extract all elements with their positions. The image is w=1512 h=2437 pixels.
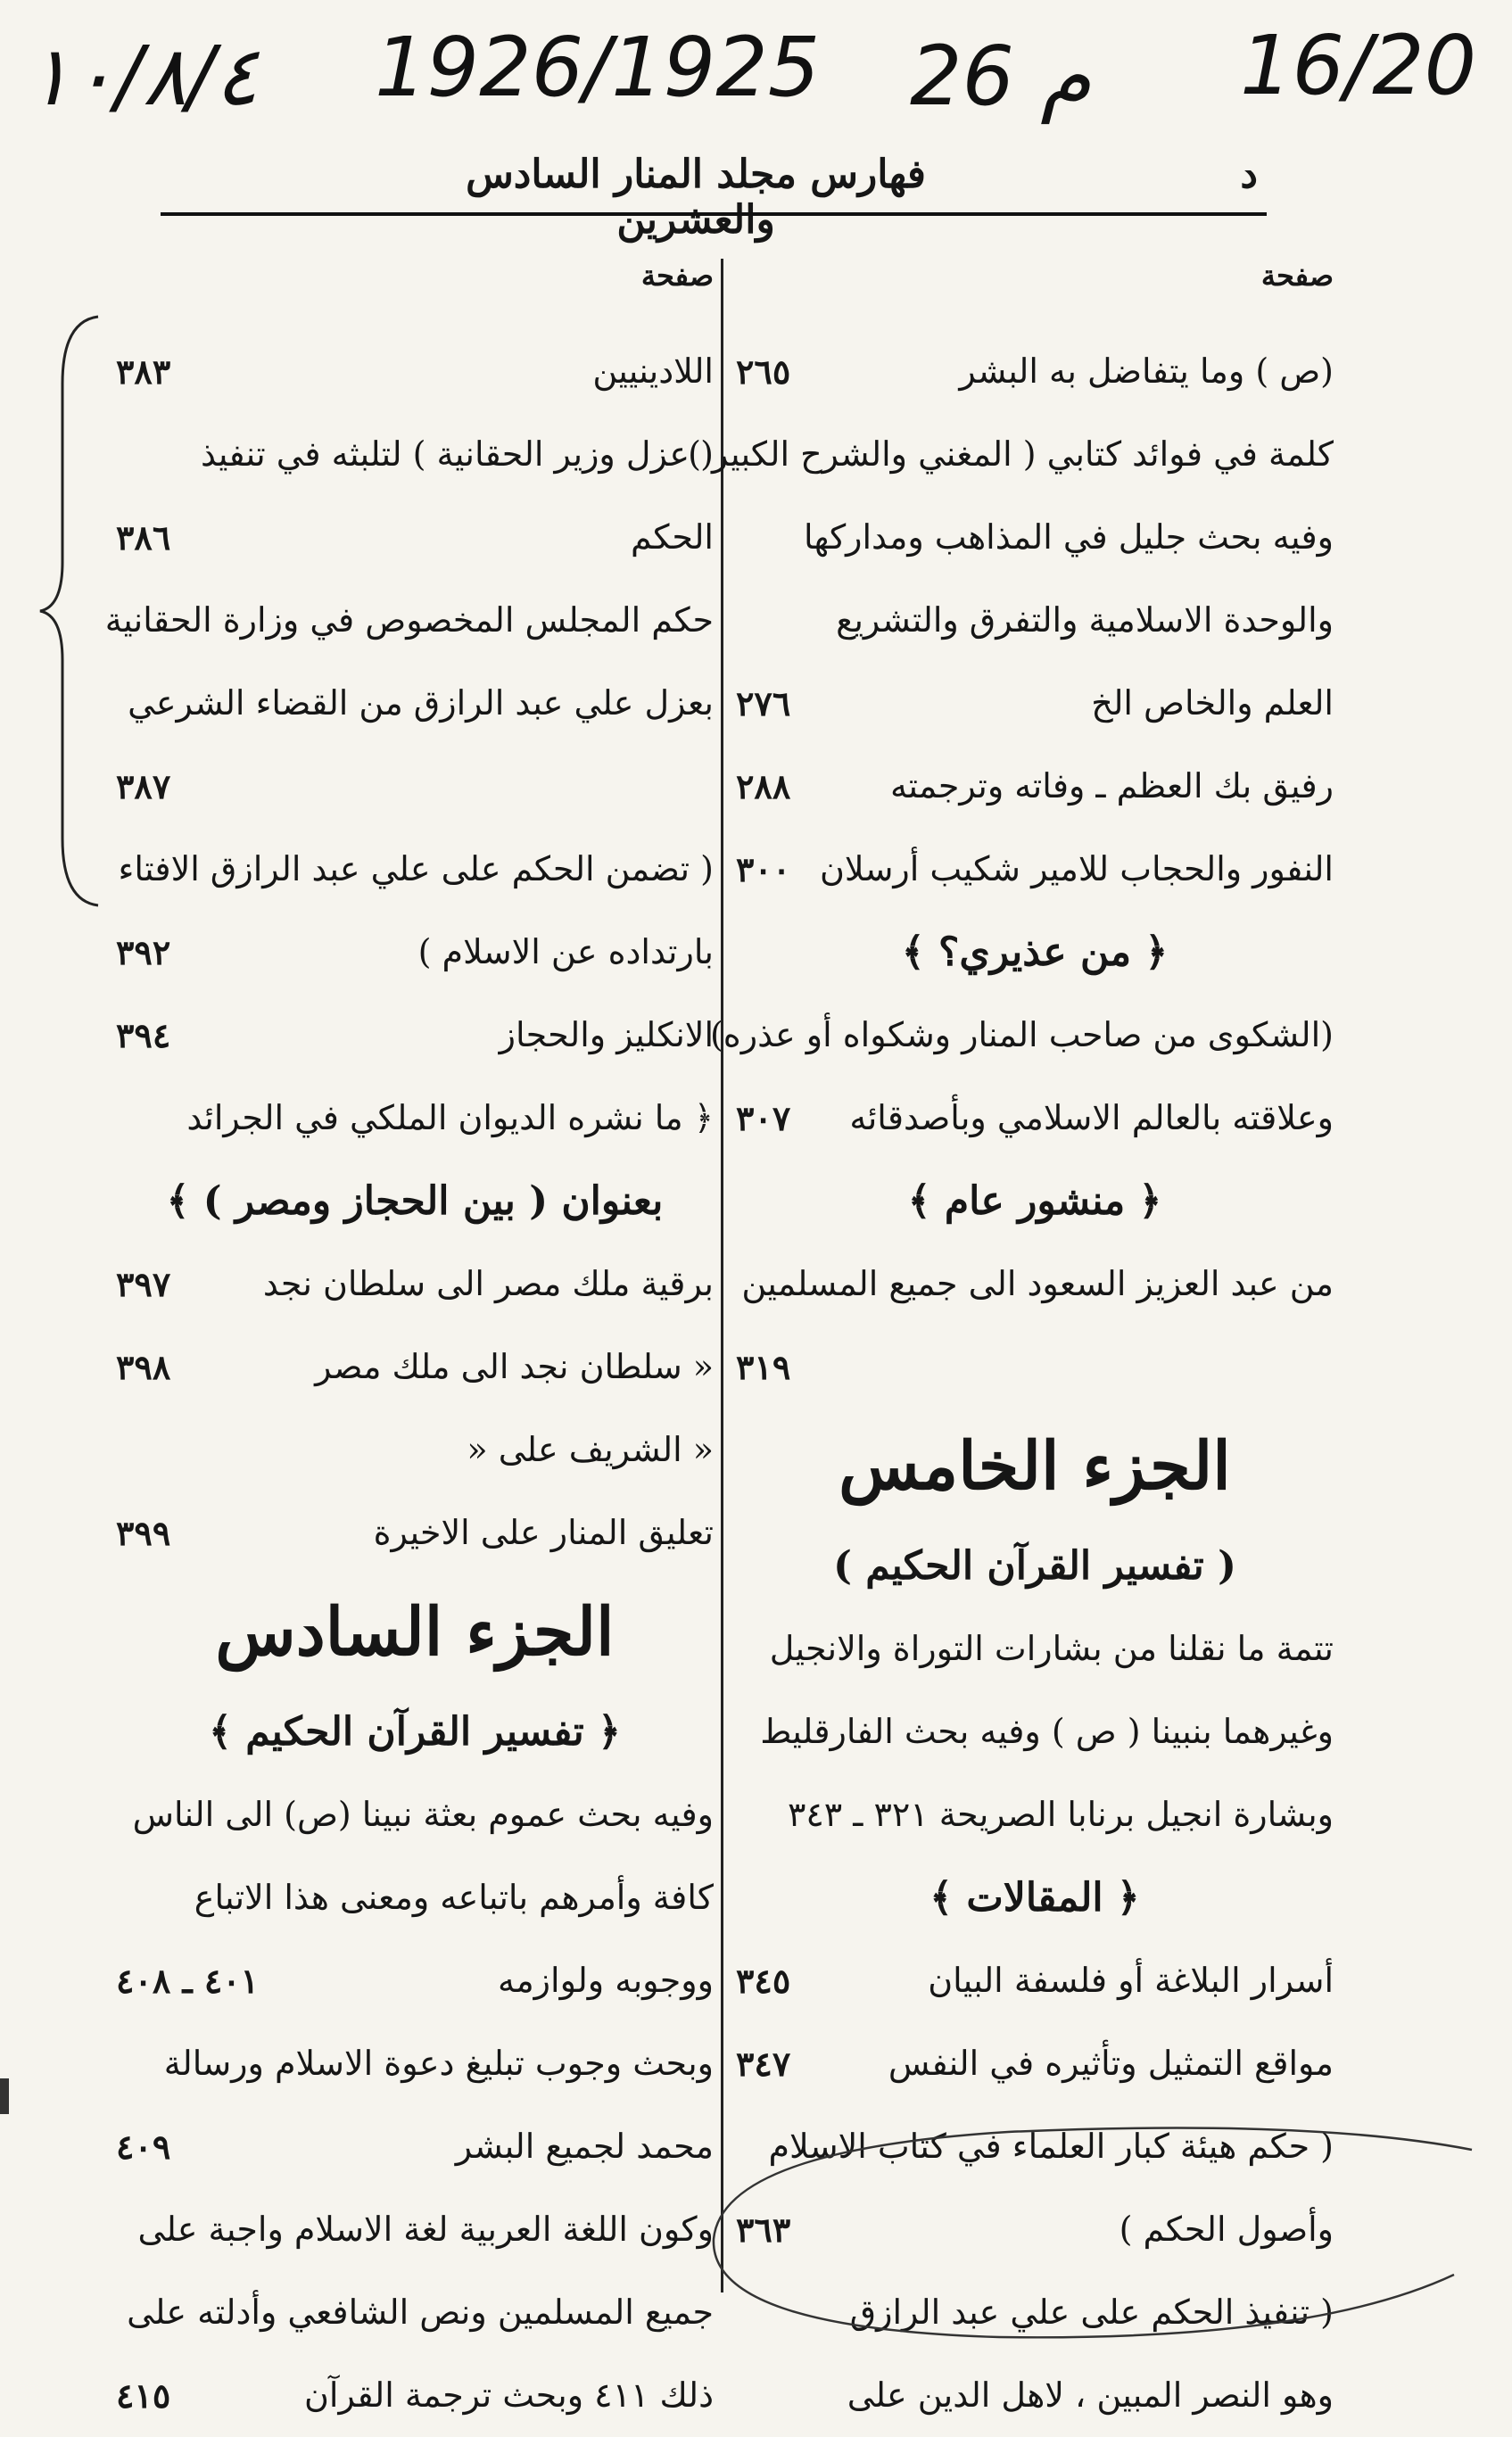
- index-entry: [736, 496, 1334, 579]
- index-entry: [736, 1773, 1334, 1856]
- handwritten-years: 1926/1925: [375, 20, 821, 115]
- entry-text: الجزء السادس: [215, 1594, 615, 1671]
- index-entry: [736, 1607, 1334, 1690]
- index-entry: [736, 1939, 1334, 2022]
- entry-page-number: ٤٠١ ـ ٤٠٨: [116, 1961, 260, 2001]
- entry-text: كلمة في فوائد كتابي ( المغني والشرح الكبير ): [688, 434, 1334, 474]
- index-entry: [116, 1077, 714, 1160]
- index-entry: [116, 330, 714, 413]
- section-heading: [736, 1160, 1334, 1243]
- entry-page-number: ٣٩٩: [116, 1513, 171, 1553]
- entry-text: والوحدة الاسلامية والتفرق والتشريع: [836, 600, 1334, 640]
- index-entry: [736, 828, 1334, 911]
- index-entry: [116, 1243, 714, 1326]
- entry-page-number: ٣٩٨: [116, 1347, 171, 1387]
- index-entry: [688, 413, 1334, 496]
- entry-page-number: ٣٠٠: [736, 849, 791, 889]
- page-header: [161, 143, 1267, 243]
- entry-text: (ص ) وما يتفاضل به البشر: [959, 351, 1334, 391]
- entry-text: ﴿ المقالات ﴾: [930, 1875, 1140, 1921]
- section-title: [116, 1574, 714, 1690]
- handwritten-day: 26 م: [910, 29, 1092, 124]
- entry-text: النفور والحجاب للامير شكيب أرسلان: [820, 849, 1334, 888]
- entry-page-number: ٣٨٦: [116, 517, 171, 558]
- page-letter: د: [1240, 152, 1258, 197]
- entry-text: كافة وأمرهم باتباعه ومعنى هذا الاتباع: [194, 1878, 714, 1917]
- index-entry: [116, 1856, 714, 1939]
- index-entry: [116, 2271, 714, 2354]
- page-column-header: صفحة: [1260, 259, 1334, 293]
- entry-text: تتمة ما نقلنا من بشارات التوراة والانجيل: [769, 1629, 1334, 1668]
- index-entry: [709, 994, 1334, 1077]
- entry-page-number: ٢٨٨: [736, 766, 791, 806]
- entry-page-number: ٢٧٦: [736, 683, 791, 723]
- entry-text: ذلك ٤١١ وبحث ترجمة القرآن: [303, 2375, 714, 2415]
- index-entry: [104, 579, 714, 662]
- entry-text: وبشارة انجيل برنابا الصريحة ٣٢١ ـ ٣٤٣: [787, 1795, 1334, 1834]
- index-entry: [736, 745, 1334, 828]
- entry-text: وعلاقته بالعالم الاسلامي وبأصدقائه: [849, 1098, 1334, 1137]
- index-entry: [116, 2354, 714, 2437]
- entry-text: ( تضمن الحكم على علي عبد الرازق الافتاء: [118, 849, 714, 888]
- entry-text: العلم والخاص الخ: [1091, 683, 1334, 723]
- entry-text: وغيرهما بنبينا ( ص ) وفيه بحث الفارقليط: [760, 1712, 1334, 1751]
- entry-text: الانكليز والحجاز: [499, 1015, 714, 1054]
- index-entry: [116, 1409, 714, 1491]
- entry-text: اللادينيين: [592, 351, 714, 391]
- entry-text: الجزء الخامس: [839, 1428, 1231, 1505]
- section-title: [736, 1409, 1334, 1524]
- ink-oval-mark: [687, 2114, 1490, 2346]
- index-entry: [116, 2105, 714, 2188]
- entry-page-number: ٣٤٧: [736, 2044, 791, 2084]
- entry-text: من عبد العزيز السعود الى جميع المسلمين: [741, 1264, 1334, 1303]
- entry-text: « الشريف على «: [467, 1430, 714, 1469]
- index-entry: [736, 1243, 1334, 1326]
- index-entry: [116, 745, 714, 828]
- index-entry: [736, 1326, 1334, 1409]
- index-entry: [116, 1939, 714, 2022]
- entry-text: الحكم: [631, 517, 714, 557]
- index-entry: [736, 330, 1334, 413]
- entry-page-number: ٣٠٧: [736, 1098, 791, 1138]
- entry-page-number: ٣٤٥: [736, 1961, 791, 2001]
- index-entry: [116, 413, 714, 496]
- header-rule: [161, 212, 1267, 216]
- index-column-left: [104, 259, 714, 2437]
- entry-text: بعزل علي عبد الرازق من القضاء الشرعي: [128, 683, 714, 723]
- index-entry: [736, 1690, 1334, 1773]
- entry-page-number: ٣٩٧: [116, 1264, 171, 1304]
- entry-text: بارتداده عن الاسلام ): [417, 932, 714, 971]
- entry-text: مواقع التمثيل وتأثيره في النفس: [888, 2044, 1334, 2083]
- index-entry: [116, 1326, 714, 1409]
- index-entry: [116, 911, 714, 994]
- entry-page-number: ٤١٥: [116, 2375, 171, 2416]
- page-title: فهارس مجلد المنار السادس والعشرين: [466, 152, 926, 243]
- entry-text: برقية ملك مصر الى سلطان نجد: [262, 1264, 714, 1303]
- margin-mark: [0, 2078, 9, 2114]
- column-divider: [721, 259, 723, 2292]
- section-heading: [736, 1524, 1334, 1607]
- entry-page-number: ٣٨٣: [116, 351, 171, 392]
- entry-page-number: ٣٩٢: [116, 932, 171, 972]
- index-entry: [116, 662, 714, 745]
- index-entry: [116, 828, 714, 911]
- index-entry: [736, 2022, 1334, 2105]
- entry-text: ﴿ تفسير القرآن الحكيم ﴾: [209, 1709, 621, 1755]
- entry-text: وفيه بحث جليل في المذاهب ومداركها: [803, 517, 1334, 557]
- entry-text: ﴿ ما نشره الديوان الملكي في الجرائد: [186, 1098, 714, 1137]
- entry-text: رفيق بك العظم ـ وفاته وترجمته: [890, 766, 1334, 805]
- index-entry: [116, 2188, 714, 2271]
- entry-page-number: ٣١٩: [736, 1347, 791, 1387]
- section-heading: [116, 1690, 714, 1773]
- margin-brace: [36, 312, 107, 910]
- entry-text: وأصول الحكم ): [1119, 2210, 1334, 2249]
- entry-page-number: ٤٠٩: [116, 2127, 171, 2167]
- section-heading: [736, 911, 1334, 994]
- entry-text: ﴿ من عذيري؟ ﴾: [901, 929, 1169, 975]
- entry-text: (الشكوى من صاحب المنار وشكواه أو عذره): [709, 1015, 1334, 1054]
- index-entry: [116, 994, 714, 1077]
- page-column-header: صفحة: [640, 259, 714, 293]
- entry-text: بعنوان ( بين الحجاز ومصر ) ﴾: [166, 1178, 664, 1224]
- index-column-right: [688, 259, 1334, 2437]
- entry-text: ووجوبه ولوازمه: [497, 1961, 714, 2000]
- index-list-left: [104, 330, 714, 2437]
- section-heading: [736, 1856, 1334, 1939]
- handwritten-note-left: ١٠/٨/٤: [27, 29, 259, 124]
- index-entry: [116, 1773, 714, 1856]
- index-entry: [116, 1491, 714, 1574]
- entry-text: وكون اللغة العربية لغة الاسلام واجبة على: [137, 2210, 714, 2249]
- entry-text: جميع المسلمين ونص الشافعي وأدلته على: [127, 2292, 714, 2332]
- index-entry: [736, 1077, 1334, 1160]
- entry-text: ( تفسير القرآن الحكيم ): [833, 1543, 1236, 1589]
- entry-text: وفيه بحث عموم بعثة نبينا (ص) الى الناس: [132, 1795, 714, 1834]
- index-entry: [116, 496, 714, 579]
- section-heading: [116, 1160, 714, 1243]
- index-entry: [736, 2354, 1334, 2437]
- entry-text: ﴿ منشور عام ﴾: [907, 1178, 1162, 1224]
- entry-text: حكم المجلس المخصوص في وزارة الحقانية: [104, 600, 714, 640]
- index-entry: [736, 579, 1334, 662]
- entry-page-number: ٣٦٣: [736, 2210, 791, 2250]
- entry-text: تعليق المنار على الاخيرة: [373, 1513, 714, 1552]
- entry-page-number: ٣٩٤: [116, 1015, 171, 1055]
- entry-page-number: ٣٨٧: [116, 766, 171, 806]
- entry-text: وهو النصر المبين ، لاهل الدين على: [847, 2375, 1334, 2415]
- entry-text: ( عزل وزير الحقانية ) لتلبثه في تنفيذ: [200, 434, 714, 474]
- index-entry: [736, 662, 1334, 745]
- entry-text: محمد لجميع البشر: [455, 2127, 714, 2166]
- handwritten-note-right: 16/20: [1240, 18, 1477, 113]
- entry-text: وبحث وجوب تبليغ دعوة الاسلام ورسالة: [163, 2044, 714, 2083]
- entry-text: أسرار البلاغة أو فلسفة البيان: [928, 1961, 1334, 2000]
- index-entry: [116, 2022, 714, 2105]
- entry-text: ( حكم هيئة كبار العلماء في كتاب الاسلام: [768, 2127, 1334, 2166]
- entry-text: ( تنفيذ الحكم على علي عبد الرازق: [849, 2292, 1334, 2332]
- entry-page-number: ٢٦٥: [736, 351, 791, 392]
- entry-text: « سلطان نجد الى ملك مصر: [315, 1347, 714, 1386]
